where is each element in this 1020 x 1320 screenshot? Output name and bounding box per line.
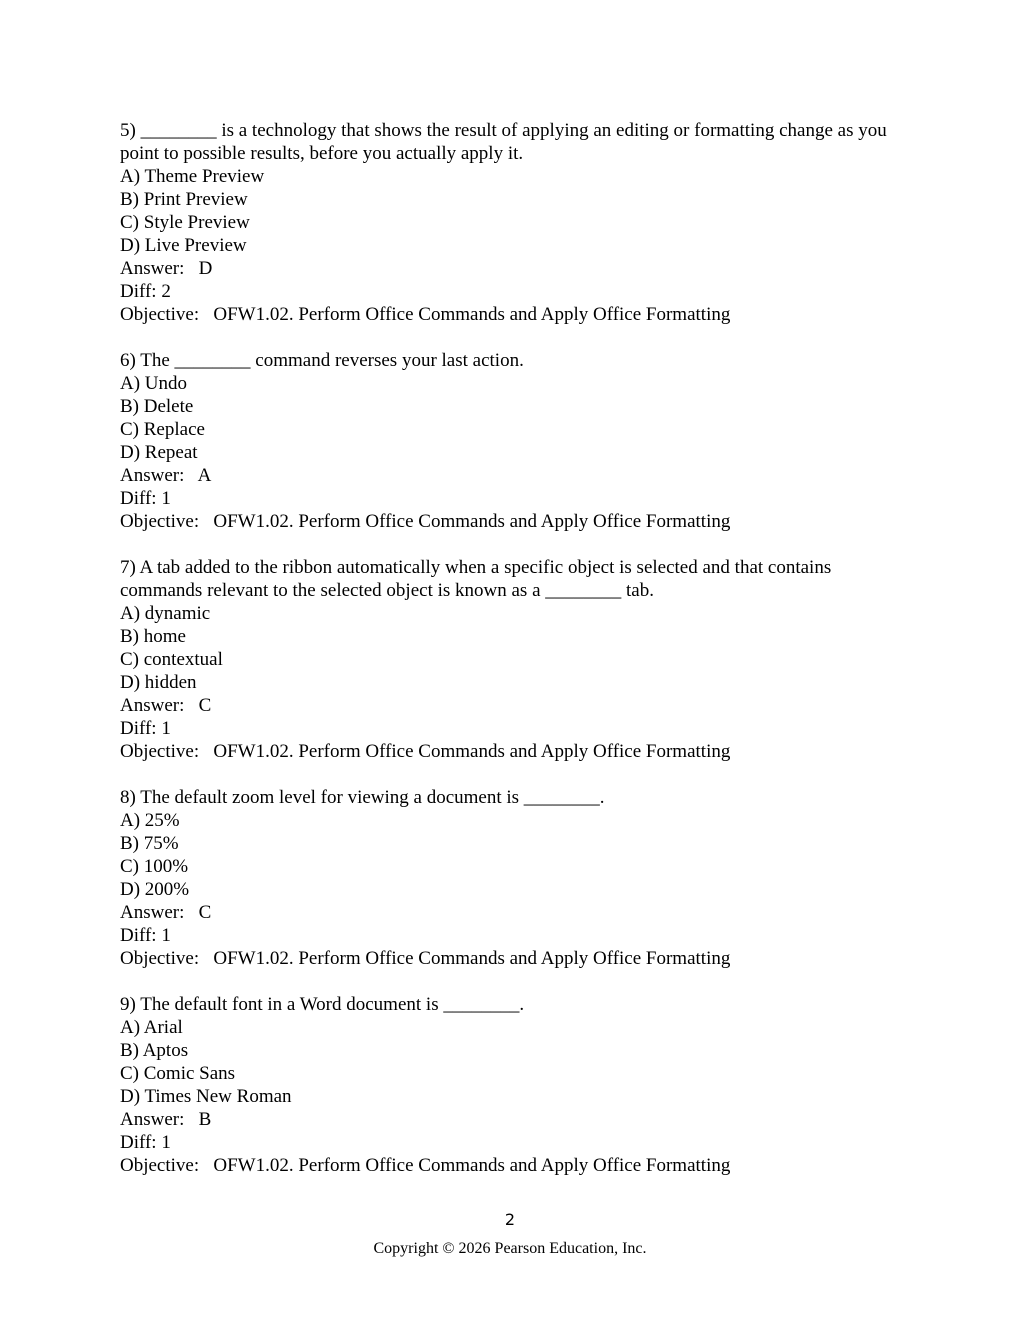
option-d: D) Repeat [120,442,198,463]
question-5 [120,119,910,326]
page-number: 2 [504,1210,516,1229]
difficulty-line: Diff: 1 [120,925,171,946]
option-d: D) Times New Roman [120,1086,292,1107]
question-7 [120,556,910,763]
answer-line: Answer: C [120,902,212,923]
option-b: B) Aptos [120,1040,189,1061]
objective-line: Objective: OFW1.02. Perform Office Commands and Apply Office Formatting [120,1155,731,1176]
question-stem: 5) ________ is a technology that shows the result of applying an editing or formatting change as you point to possible results, before you actually apply it. [120,120,887,164]
option-a: A) Undo [120,373,188,394]
question-stem: 7) A tab added to the ribbon automatically when a specific object is selected and that contains commands relevant to the selected object is known as a ________ tab. [120,557,832,601]
option-d: D) Live Preview [120,235,247,256]
question-stem: 9) The default font in a Word document is ________. [120,994,525,1015]
objective-line: Objective: OFW1.02. Perform Office Commands and Apply Office Formatting [120,948,731,969]
option-b: B) home [120,626,186,647]
option-b: B) Print Preview [120,189,248,210]
option-c: C) Replace [120,419,205,440]
difficulty-line: Diff: 1 [120,1132,171,1153]
option-b: B) Delete [120,396,194,417]
copyright-notice: Copyright © 2026 Pearson Education, Inc. [373,1240,647,1257]
question-list [120,119,910,1200]
answer-line: Answer: D [120,258,213,279]
objective-line: Objective: OFW1.02. Perform Office Commands and Apply Office Formatting [120,511,731,532]
objective-line: Objective: OFW1.02. Perform Office Commands and Apply Office Formatting [120,741,731,762]
answer-line: Answer: C [120,695,212,716]
option-d: D) hidden [120,672,197,693]
option-d: D) 200% [120,879,190,900]
answer-line: Answer: A [120,465,212,486]
question-stem: 6) The ________ command reverses your last action. [120,350,524,371]
option-c: C) 100% [120,856,189,877]
option-c: C) contextual [120,649,223,670]
answer-line: Answer: B [120,1109,212,1130]
option-a: A) Arial [120,1017,183,1038]
question-6 [120,349,910,533]
question-8 [120,786,910,970]
question-9 [120,993,910,1177]
difficulty-line: Diff: 1 [120,488,171,509]
option-c: C) Style Preview [120,212,250,233]
option-a: A) Theme Preview [120,166,265,187]
option-a: A) dynamic [120,603,211,624]
question-stem: 8) The default zoom level for viewing a document is ________. [120,787,605,808]
option-c: C) Comic Sans [120,1063,236,1084]
option-b: B) 75% [120,833,179,854]
difficulty-line: Diff: 1 [120,718,171,739]
difficulty-line: Diff: 2 [120,281,171,302]
objective-line: Objective: OFW1.02. Perform Office Commands and Apply Office Formatting [120,304,731,325]
option-a: A) 25% [120,810,180,831]
